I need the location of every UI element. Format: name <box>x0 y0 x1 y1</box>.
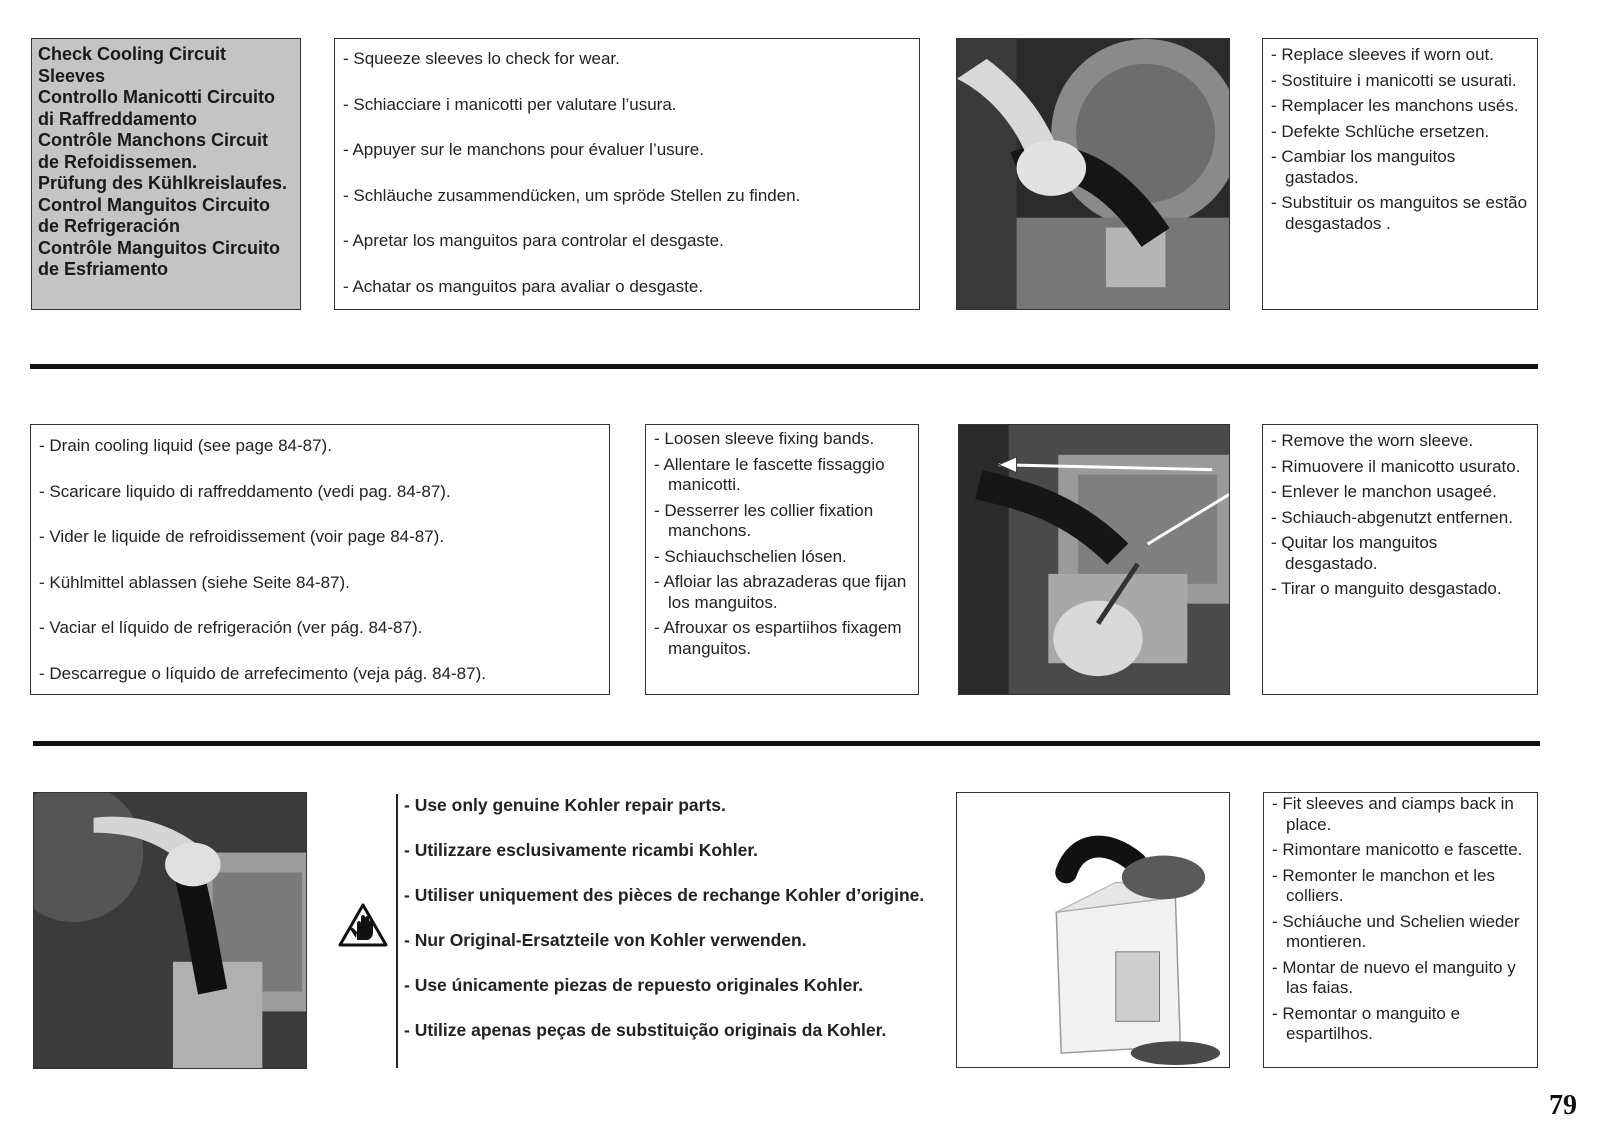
side-note: - Tirar o manguito desgastado. <box>1271 579 1502 598</box>
warning-line: - Use únicamente piezas de repuesto originales Kohler. <box>404 975 864 995</box>
photo-refit-sleeve <box>33 792 307 1069</box>
side-note: - Defekte Schlüche ersetzen. <box>1271 121 1490 141</box>
hand-stop-icon <box>337 902 389 948</box>
side-note: - Remove the worn sleeve. <box>1271 431 1474 450</box>
instruction-line: - Schläuche zusammendücken, um spröde Stellen zu finden. <box>343 185 801 205</box>
warning-line: - Use only genuine Kohler repair parts. <box>404 795 726 815</box>
title-line: di Raffreddamento <box>38 108 198 129</box>
side-note: - Rimuovere il manicotto usurato. <box>1271 456 1521 476</box>
section2-instructions-box <box>30 424 610 695</box>
title-line: Check Cooling Circuit <box>38 44 227 64</box>
photo-squeeze-sleeve <box>956 38 1230 310</box>
section2-side-notes-box <box>1262 424 1538 695</box>
band-note: - Loosen sleeve fixing bands. <box>654 429 875 448</box>
title-line: de Refoidissemen. <box>38 151 198 172</box>
warning-line: - Utilizzare esclusivamente ricambi Kohler. <box>404 840 759 860</box>
side-note: - Remplacer les manchons usés. <box>1271 96 1519 115</box>
instruction-line: - Vaciar el líquido de refrigeración (ver pág. 84-87). <box>39 618 423 637</box>
title-line: Prüfung des Kühlkreislaufes. <box>38 173 288 193</box>
instruction-line: - Vider le liquide de refroidissement (voir page 84-87). <box>39 527 445 546</box>
section2-band-notes-box <box>645 424 919 695</box>
section3-side-notes-box <box>1263 792 1538 1068</box>
instruction-line: - Scaricare liquido di raffreddamento (vedi pag. 84-87). <box>39 481 451 501</box>
title-line: de Refrigeración <box>38 216 181 236</box>
side-note: - Sostituire i manicotti se usurati. <box>1271 70 1517 90</box>
side-note: - Rimontare manicotto e fascette. <box>1272 840 1523 859</box>
side-note: - Substituir os manguitos se estão desgastados . <box>1271 193 1528 233</box>
instruction-line: - Achatar os manguitos para avaliar o desgaste. <box>343 276 704 296</box>
title-line: Control Manguitos Circuito <box>38 194 270 215</box>
warning-line: - Utiliser uniquement des pièces de rechange Kohler d’origine. <box>404 885 925 905</box>
band-note: - Afloiar las abrazaderas que fijan los manguitos. <box>654 572 907 612</box>
title-line: Sleeves <box>38 65 106 86</box>
section3-warnings <box>404 795 924 1065</box>
side-note: - Remontar o manguito e espartilhos. <box>1272 1003 1461 1043</box>
section1-instructions-box <box>334 38 920 310</box>
band-note: - Afrouxar os espartiihos fixagem manguitos. <box>654 618 902 658</box>
side-note: - Replace sleeves if worn out. <box>1271 45 1494 64</box>
section-divider <box>30 364 1538 369</box>
warning-icon-wrap <box>337 902 389 948</box>
side-note: - Montar de nuevo el manguito y las faias. <box>1272 957 1516 997</box>
instruction-line: - Drain cooling liquid (see page 84-87). <box>39 436 332 455</box>
instruction-line: - Kühlmittel ablassen (siehe Seite 84-87). <box>39 572 350 592</box>
instruction-line: - Apretar los manguitos para controlar el desgaste. <box>343 231 724 250</box>
side-note: - Quitar los manguitos desgastado. <box>1271 533 1438 573</box>
warning-line: - Nur Original-Ersatzteile von Kohler verwenden. <box>404 930 807 950</box>
title-line: de Esfriamento <box>38 259 169 279</box>
band-note: - Schiauchschelien lósen. <box>654 546 847 566</box>
instruction-line: - Squeeze sleeves lo check for wear. <box>343 49 620 68</box>
warning-line: - Utilize apenas peças de substituição originais da Kohler. <box>404 1020 887 1040</box>
band-note: - Allentare le fascette fissaggio manicotti. <box>654 454 885 494</box>
side-note: - Schiauch-abgenutzt entfernen. <box>1271 507 1513 527</box>
section1-side-notes-box <box>1262 38 1538 310</box>
page-number: 79 <box>1549 1090 1577 1121</box>
side-note: - Cambiar los manguitos gastados. <box>1271 147 1456 187</box>
section1-title-box <box>31 38 301 310</box>
photo-loosen-bands <box>958 424 1230 695</box>
band-note: - Desserrer les collier fixation manchons. <box>654 500 874 540</box>
instruction-line: - Descarregue o líquido de arrefecimento (veja pág. 84-87). <box>39 663 486 683</box>
side-note: - Schiáuche und Schelien wieder montieren. <box>1272 911 1520 951</box>
instruction-line: - Appuyer sur le manchons pour évaluer l’usure. <box>343 140 704 159</box>
title-line: Contrôle Manchons Circuit <box>38 130 269 150</box>
warning-vertical-rule <box>396 794 398 1068</box>
section-divider <box>33 741 1540 746</box>
side-note: - Fit sleeves and ciamps back in place. <box>1272 794 1514 834</box>
title-line: Contrôle Manguitos Circuito <box>38 237 280 258</box>
photo-genuine-part-box <box>956 792 1230 1068</box>
title-line: Controllo Manicotti Circuito <box>38 87 275 107</box>
side-note: - Remonter le manchon et les colliers. <box>1272 865 1495 905</box>
instruction-line: - Schiacciare i manicotti per valutare l’usura. <box>343 94 677 114</box>
side-note: - Enlever le manchon usageé. <box>1271 482 1497 501</box>
